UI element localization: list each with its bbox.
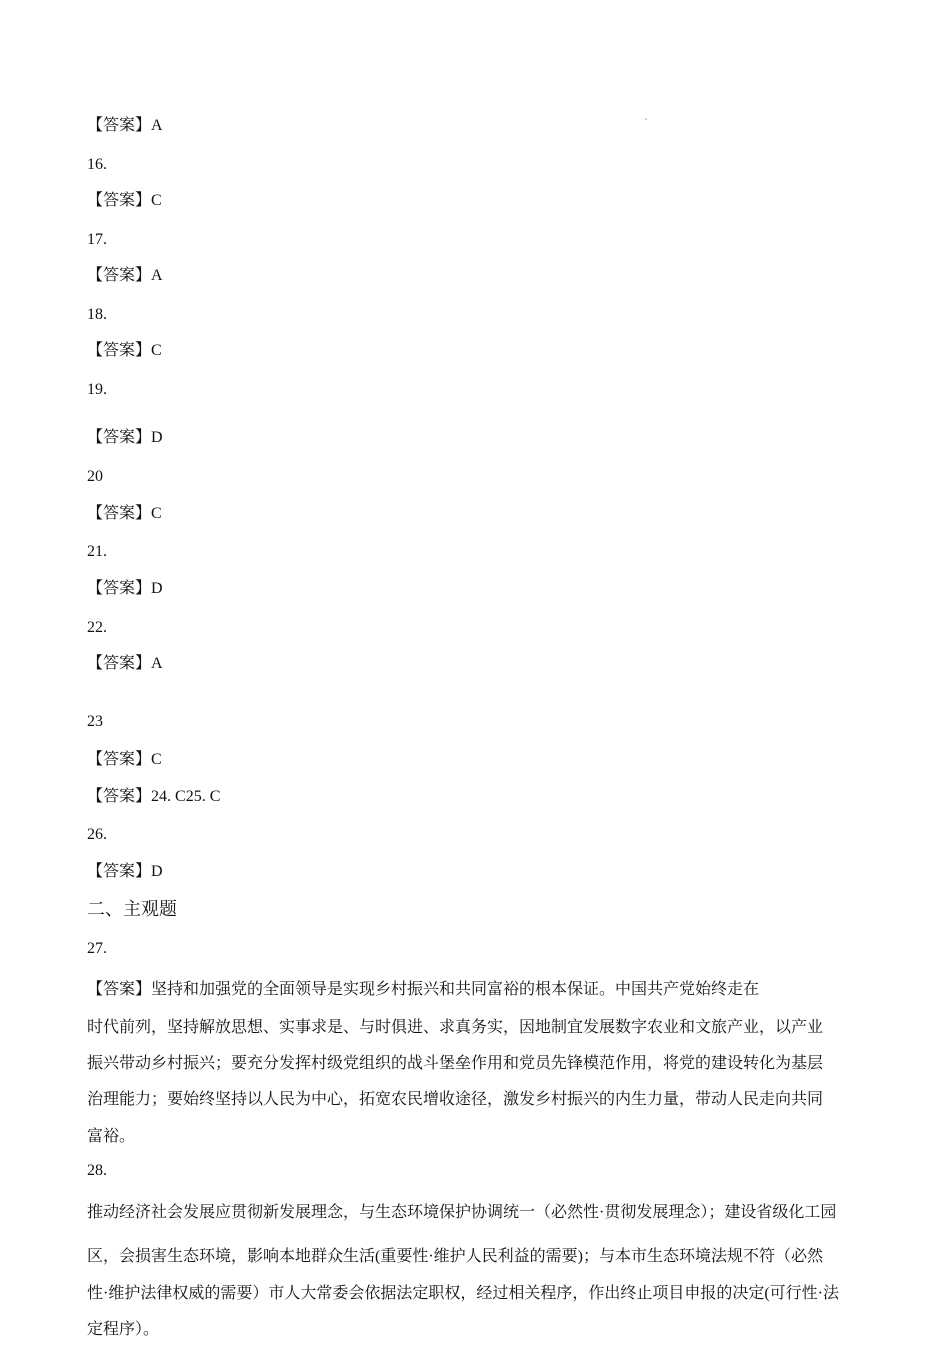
answer-label: 【答案】 — [87, 192, 152, 209]
answer-value: D — [151, 863, 163, 880]
answer-value: C — [151, 192, 162, 209]
answer-label: 【答案】 — [87, 863, 152, 880]
answer-paragraph-line: 性·维护法律权威的需要）市人大常委会依据法定职权，经过相关程序，作出终止项目申报的决定(可行性·法 — [87, 1285, 839, 1302]
scan-speck — [645, 118, 647, 120]
answer-label: 【答案】 — [87, 342, 152, 359]
question-number: 16. — [87, 156, 107, 173]
answer-value: C — [151, 751, 162, 768]
answer-paragraph-line: 【答案】坚持和加强党的全面领导是实现乡村振兴和共同富裕的根本保证。中国共产党始终走在 — [87, 981, 760, 998]
answer-value: D — [151, 429, 163, 446]
answer-label: 【答案】 — [87, 751, 152, 768]
answer-line — [87, 341, 162, 361]
question-number: 26. — [87, 826, 107, 843]
answer-value: A — [151, 267, 163, 284]
question-number: 21. — [87, 543, 107, 560]
answer-paragraph-line: 区，会损害生态环境，影响本地群众生活(重要性·维护人民利益的需要)；与本市生态环境法规不符（必然 — [87, 1248, 823, 1265]
answer-line — [87, 862, 163, 882]
answer-line — [87, 579, 163, 599]
section-heading: 二、主观题 — [87, 899, 177, 919]
question-number: 22. — [87, 619, 107, 636]
answer-line — [87, 654, 163, 674]
answer-value: 24. C25. C — [151, 788, 221, 805]
answer-line — [87, 116, 163, 136]
question-number: 20 — [87, 468, 103, 485]
question-number: 18. — [87, 306, 107, 323]
answer-line — [87, 191, 162, 211]
answer-label: 【答案】 — [87, 505, 152, 522]
question-number: 28. — [87, 1162, 107, 1179]
answer-label: 【答案】 — [87, 429, 152, 446]
answer-label: 【答案】 — [87, 267, 152, 284]
question-number: 17. — [87, 231, 107, 248]
answer-paragraph-line: 富裕。 — [87, 1128, 136, 1145]
answer-line — [87, 750, 162, 770]
answer-line — [87, 787, 220, 807]
answer-line — [87, 504, 162, 524]
question-number: 23 — [87, 713, 103, 730]
answer-value: A — [151, 117, 163, 134]
answer-label: 【答案】 — [87, 788, 152, 805]
answer-value: C — [151, 342, 162, 359]
answer-label: 【答案】 — [87, 580, 152, 597]
answer-label: 【答案】 — [87, 655, 152, 672]
answer-paragraph-line: 时代前列，坚持解放思想、实事求是、与时俱进、求真务实，因地制宜发展数字农业和文旅产业，以产业 — [87, 1019, 824, 1036]
answer-paragraph-line: 推动经济社会发展应贯彻新发展理念，与生态环境保护协调统一（必然性·贯彻发展理念）；建设省级化工园 — [87, 1204, 837, 1221]
answer-label: 【答案】 — [87, 117, 152, 134]
answer-paragraph-line: 定程序）。 — [87, 1321, 160, 1338]
answer-value: D — [151, 580, 163, 597]
answer-line — [87, 266, 163, 286]
answer-value: A — [151, 655, 163, 672]
answer-paragraph-line: 治理能力；要始终坚持以人民为中心，拓宽农民增收途径，激发乡村振兴的内生力量，带动人民走向共同 — [87, 1091, 824, 1108]
answer-label: 【答案】 — [87, 981, 152, 998]
answer-paragraph-line: 振兴带动乡村振兴；要充分发挥村级党组织的战斗堡垒作用和党员先锋模范作用，将党的建设转化为基层 — [87, 1055, 824, 1072]
answer-line — [87, 428, 163, 448]
question-number: 19. — [87, 381, 107, 398]
answer-value: C — [151, 505, 162, 522]
question-number: 27. — [87, 940, 107, 957]
